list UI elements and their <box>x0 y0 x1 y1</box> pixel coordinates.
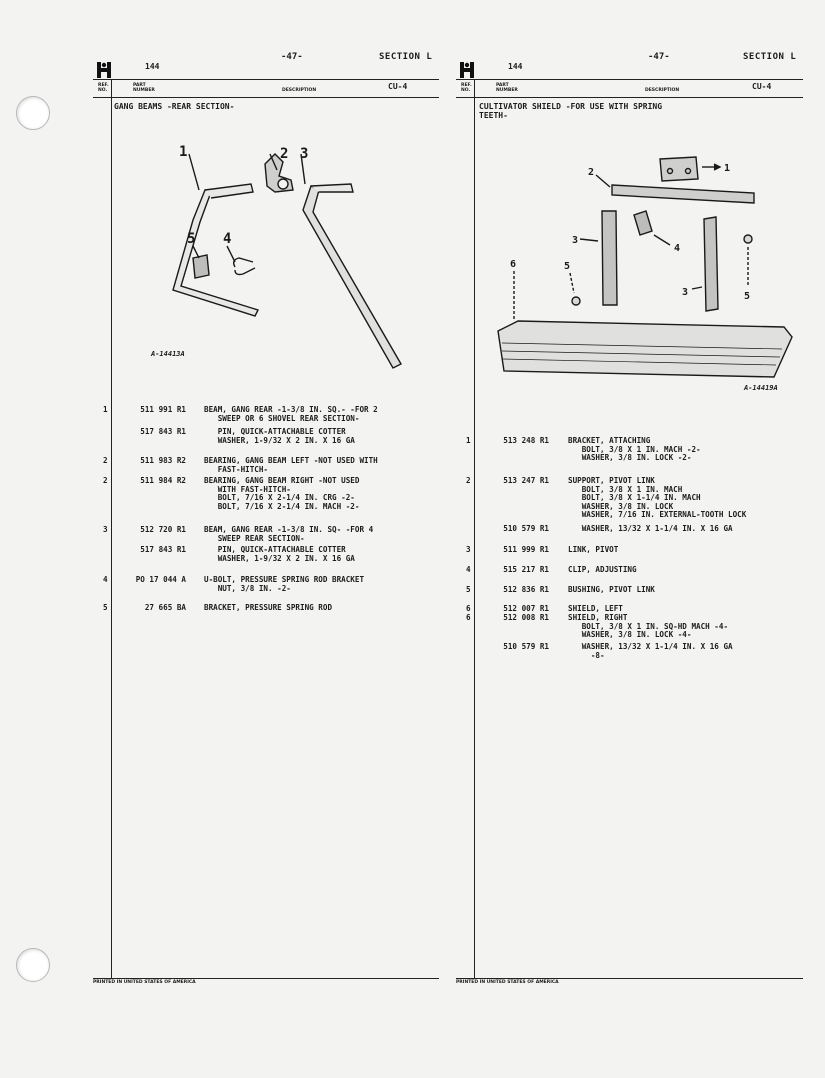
part-number: 510 579 R1 <box>503 642 549 651</box>
part-description-subline: -8- <box>568 650 605 660</box>
part-description: PIN, QUICK-ATTACHABLE COTTER <box>204 545 346 554</box>
ref-no-header: REF. NO. <box>98 83 109 93</box>
printed-notice: PRINTED IN UNITED STATES OF AMERICA <box>93 980 196 985</box>
part-description-subline: BOLT, 3/8 X 1-1/4 IN. MACH <box>568 493 701 503</box>
part-description: BEARING, GANG BEAM RIGHT -NOT USED <box>204 476 360 485</box>
section-title-line-2: TEETH- <box>479 111 508 120</box>
part-description-subline: WASHER, 3/8 IN. LOCK -2- <box>568 453 692 463</box>
callout-1: 1 <box>724 163 731 174</box>
part-description-subline: BOLT, 7/16 X 2-1/4 IN. MACH -2- <box>204 501 360 511</box>
callout-4: 4 <box>674 243 681 254</box>
callout-3: 3 <box>300 146 309 162</box>
ref-number: 2 <box>103 476 108 485</box>
part-number-header: PART NUMBER <box>133 83 155 93</box>
column-header-rule <box>93 97 439 98</box>
section-label: SECTION L <box>379 52 433 62</box>
callout-5: 5 <box>187 231 196 247</box>
ref-number: 2 <box>466 476 471 485</box>
callout-6: 6 <box>510 259 517 270</box>
ref-number: 6 <box>466 604 471 613</box>
part-number: 512 720 R1 <box>140 525 186 534</box>
ref-number: 6 <box>466 613 471 622</box>
part-description: BEARING, GANG BEAM LEFT -NOT USED WITH <box>204 456 378 465</box>
part-description: PIN, QUICK-ATTACHABLE COTTER <box>204 427 346 436</box>
callout-3: 3 <box>572 235 579 246</box>
ih-logo-icon <box>97 62 111 78</box>
part-description-subline: SWEEP OR 6 SHOVEL REAR SECTION- <box>204 413 360 423</box>
ref-number: 5 <box>103 603 108 612</box>
ref-no-header: REF. NO. <box>461 83 472 93</box>
part-description: BEAM, GANG REAR -1-3/8 IN. SQ.- -FOR 2 <box>204 405 378 414</box>
catalog-code: 144 <box>508 62 523 71</box>
ref-number: 2 <box>103 456 108 465</box>
part-number: 513 248 R1 <box>503 436 549 445</box>
ref-number: 3 <box>466 545 471 554</box>
part-number: 510 579 R1 <box>503 524 549 533</box>
section-title: GANG BEAMS -REAR SECTION- <box>114 102 235 111</box>
ref-number: 4 <box>466 565 471 574</box>
part-number: 511 999 R1 <box>503 545 549 554</box>
part-number: 511 984 R2 <box>140 476 186 485</box>
part-number: 512 007 R1 <box>503 604 549 613</box>
part-description: BRACKET, PRESSURE SPRING ROD <box>204 603 333 612</box>
callout-3b: 3 <box>682 287 689 298</box>
callout-5b: 5 <box>744 291 751 302</box>
ref-number: 4 <box>103 575 108 584</box>
header-rule <box>93 79 439 80</box>
description-header: DESCRIPTION <box>282 88 317 93</box>
ref-number: 1 <box>103 405 108 414</box>
part-description: WASHER, 13/32 X 1-1/4 IN. X 16 GA <box>568 642 733 651</box>
part-number: 512 836 R1 <box>503 585 549 594</box>
section-label: SECTION L <box>743 52 797 62</box>
gang-beam-illustration <box>143 140 423 375</box>
callout-1: 1 <box>179 144 188 160</box>
part-number: 511 983 R2 <box>140 456 186 465</box>
callout-4: 4 <box>223 231 232 247</box>
binder-hole-bottom <box>16 948 50 982</box>
part-description: SUPPORT, PIVOT LINK <box>568 476 655 485</box>
part-number: 512 008 R1 <box>503 613 549 622</box>
part-description-subline: BOLT, 3/8 X 1 IN. MACH -2- <box>568 444 701 454</box>
part-description: SHIELD, LEFT <box>568 604 623 613</box>
header-rule <box>456 79 803 80</box>
ref-number: 1 <box>466 436 471 445</box>
part-description-subline: BOLT, 3/8 X 1 IN. SQ-HD MACH -4- <box>568 621 729 631</box>
part-description: SHIELD, RIGHT <box>568 613 628 622</box>
callout-5: 5 <box>564 261 571 272</box>
part-description-subline: NUT, 3/8 IN. -2- <box>204 583 291 593</box>
catalog-code: 144 <box>145 62 160 71</box>
column-header-rule <box>456 97 803 98</box>
section-title <box>479 102 662 120</box>
part-description: WASHER, 13/32 X 1-1/4 IN. X 16 GA <box>568 524 733 533</box>
footer-rule <box>456 978 803 979</box>
part-description: BRACKET, ATTACHING <box>568 436 651 445</box>
part-description-subline: SWEEP REAR SECTION- <box>204 533 305 543</box>
ih-logo-icon <box>460 62 474 78</box>
footer-rule <box>93 978 439 979</box>
part-number: 511 991 R1 <box>140 405 186 414</box>
part-description-subline: WASHER, 3/8 IN. LOCK -4- <box>568 630 692 640</box>
figure-label: A-14413A <box>151 350 185 358</box>
cu-code: CU-4 <box>752 82 772 91</box>
ref-number: 5 <box>466 585 471 594</box>
part-number: 513 247 R1 <box>503 476 549 485</box>
part-description-subline: FAST-HITCH- <box>204 464 269 474</box>
right-page <box>456 0 803 1078</box>
page-number: -47- <box>281 52 303 62</box>
description-header: DESCRIPTION <box>645 88 680 93</box>
part-number: 517 843 R1 <box>140 545 186 554</box>
part-description: BEAM, GANG REAR -1-3/8 IN. SQ- -FOR 4 <box>204 525 374 534</box>
callout-2: 2 <box>588 167 595 178</box>
part-number: 517 843 R1 <box>140 427 186 436</box>
ref-number: 3 <box>103 525 108 534</box>
part-description: U-BOLT, PRESSURE SPRING ROD BRACKET <box>204 575 365 584</box>
binder-hole-top <box>16 96 50 130</box>
part-description: CLIP, ADJUSTING <box>568 565 637 574</box>
part-description-subline: WASHER, 1-9/32 X 2 IN. X 16 GA <box>204 435 355 445</box>
figure-label: A-14419A <box>744 384 778 392</box>
left-page <box>93 0 439 1078</box>
printed-notice: PRINTED IN UNITED STATES OF AMERICA <box>456 980 559 985</box>
part-number: 27 665 BA <box>144 603 186 612</box>
cu-code: CU-4 <box>388 82 408 91</box>
part-description-subline: WITH FAST-HITCH- <box>204 484 291 494</box>
part-description-subline: WASHER, 7/16 IN. EXTERNAL-TOOTH LOCK <box>568 510 747 520</box>
part-description: BUSHING, PIVOT LINK <box>568 585 655 594</box>
part-description-subline: BOLT, 7/16 X 2-1/4 IN. CRG -2- <box>204 493 355 503</box>
section-title-line-1: CULTIVATOR SHIELD -FOR USE WITH SPRING <box>479 102 663 111</box>
part-description: LINK, PIVOT <box>568 545 619 554</box>
part-number: PO 17 044 A <box>135 575 186 584</box>
callout-2: 2 <box>280 146 289 162</box>
part-number-header: PART NUMBER <box>496 83 518 93</box>
part-description-subline: WASHER, 1-9/32 X 2 IN. X 16 GA <box>204 553 355 563</box>
part-description-subline: WASHER, 3/8 IN. LOCK <box>568 501 674 511</box>
part-number: 515 217 R1 <box>503 565 549 574</box>
part-description-subline: BOLT, 3/8 X 1 IN. MACH <box>568 484 683 494</box>
page-number: -47- <box>648 52 670 62</box>
cultivator-shield-illustration <box>492 145 797 385</box>
